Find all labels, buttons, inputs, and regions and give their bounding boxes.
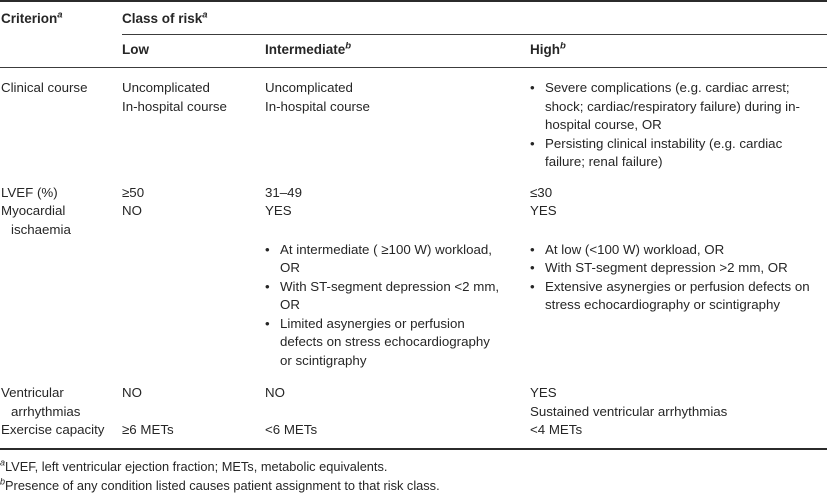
criterion-label: Clinical course: [1, 80, 88, 95]
header-row-columns: [0, 35, 827, 68]
bullet-item: [530, 79, 825, 135]
bullet-icon: •: [530, 241, 535, 257]
criterion-label: arrhythmias: [11, 403, 81, 419]
cell-text: Sustained ventricular arrhythmias: [530, 403, 728, 419]
header-spacer: [0, 35, 122, 67]
bullet-text: Severe complications (e.g. cardiac arrest; shock; cardiac/respiratory failure) during in-hospital course, OR: [545, 80, 800, 132]
cell-text: Uncomplicated: [265, 80, 353, 95]
table-row-myocardial-ischaemia: [0, 202, 827, 370]
bullet-text: Limited asynergies or perfusion defects on stress echocardiography or scintigraphy: [280, 315, 490, 368]
cell-text: YES: [530, 203, 557, 218]
column-header-high: [530, 35, 827, 67]
bullet-item: [530, 241, 825, 260]
cell-exercise-low: [122, 421, 265, 440]
bullet-icon: •: [265, 278, 270, 294]
footnote-text: LVEF, left ventricular ejection fraction; METs, metabolic equivalents.: [5, 458, 388, 474]
bullet-item: [265, 315, 502, 371]
cell-myocardial-intermediate: [265, 202, 530, 370]
header-class-of-risk-label: Class of risk: [122, 11, 203, 26]
bullet-text: At low (<100 W) workload, OR: [545, 241, 725, 257]
bullet-item: [530, 278, 825, 315]
criterion-label: Myocardial: [1, 203, 66, 218]
bullet-list: [265, 241, 502, 371]
bullet-item: [530, 135, 825, 172]
cell-myocardial-high: [530, 202, 827, 370]
bullet-text: With ST-segment depression >2 mm, OR: [545, 260, 788, 275]
cell-clinical-course-intermediate: [265, 79, 530, 172]
cell-text: YES: [530, 385, 557, 400]
cell-lvef-high: [530, 184, 827, 203]
column-header-high-footnote-marker: b: [560, 40, 566, 52]
footnote-b: [0, 476, 827, 496]
cell-ventricular-intermediate: [265, 384, 530, 421]
bullet-icon: •: [265, 315, 270, 331]
criterion-clinical-course: [0, 79, 122, 172]
cell-text: NO: [122, 385, 142, 400]
bullet-icon: •: [530, 278, 535, 294]
criterion-label: Ventricular: [1, 385, 64, 400]
bullet-icon: •: [530, 80, 535, 95]
footnote-text: Presence of any condition listed causes patient assignment to that risk class.: [5, 478, 440, 493]
footnote-a: [0, 457, 827, 477]
column-header-low-label: Low: [122, 42, 149, 57]
cell-text: NO: [265, 385, 285, 400]
bullet-list: [530, 79, 825, 172]
cell-myocardial-low: [122, 202, 265, 370]
cell-lvef-intermediate: [265, 184, 530, 203]
bullet-list: [530, 241, 825, 315]
criterion-myocardial-ischaemia: [0, 202, 122, 370]
header-criterion: [0, 2, 122, 35]
table-row-lvef: [0, 184, 827, 203]
cell-text: ≤30: [530, 184, 553, 200]
cell-text: In-hospital course: [265, 98, 370, 114]
table-row-clinical-course: [0, 79, 827, 172]
cell-clinical-course-high: [530, 79, 827, 172]
bullet-text: At intermediate ( ≥100 W) workload, OR: [280, 241, 493, 275]
cell-lvef-low: [122, 184, 265, 203]
table-row-exercise-capacity: [0, 421, 827, 448]
cell-ventricular-low: [122, 384, 265, 421]
bullet-icon: •: [530, 260, 535, 275]
header-criterion-footnote-marker: a: [57, 9, 63, 21]
criterion-ventricular-arrhythmias: [0, 384, 122, 421]
cell-text: 31–49: [265, 184, 302, 200]
cell-text: ≥6 METs: [122, 422, 174, 437]
cell-text: <4 METs: [530, 422, 583, 437]
cell-clinical-course-low: [122, 79, 265, 172]
cell-text: Uncomplicated: [122, 80, 210, 95]
bullet-text: With ST-segment depression <2 mm, OR: [280, 278, 500, 312]
bullet-item: [530, 259, 825, 278]
cell-exercise-high: [530, 421, 827, 440]
footnote-marker: a: [0, 457, 6, 468]
column-header-intermediate-label: Intermediate: [265, 42, 346, 57]
bullet-item: [265, 278, 502, 315]
cell-text: NO: [122, 203, 142, 218]
cell-text: <6 METs: [265, 422, 318, 437]
bullet-icon: •: [265, 241, 270, 257]
criterion-label: LVEF (%): [1, 184, 58, 200]
bullet-text: Extensive asynergies or perfusion defects on stress echocardiography or scintigraphy: [545, 278, 810, 312]
cell-exercise-intermediate: [265, 421, 530, 440]
table-body: [0, 68, 827, 448]
header-row-group: [0, 2, 827, 35]
header-class-of-risk-footnote-marker: a: [202, 9, 208, 21]
table-footnotes: [0, 450, 827, 496]
bullet-text: Persisting clinical instability (e.g. cardiac failure; renal failure): [545, 135, 783, 169]
header-class-of-risk: [122, 2, 827, 35]
cell-text: ≥50: [122, 184, 145, 200]
cell-ventricular-high: [530, 384, 827, 421]
criterion-label: ischaemia: [11, 221, 71, 237]
criterion-lvef: [0, 184, 122, 203]
column-header-intermediate: [265, 35, 530, 67]
cell-text: In-hospital course: [122, 98, 227, 114]
column-header-low: [122, 35, 265, 67]
bullet-icon: •: [530, 135, 535, 151]
footnote-marker: b: [0, 476, 6, 487]
criterion-exercise-capacity: [0, 421, 122, 440]
criterion-label: Exercise capacity: [1, 422, 105, 437]
table-row-ventricular-arrhythmias: [0, 384, 827, 421]
column-header-intermediate-footnote-marker: b: [345, 40, 352, 52]
bullet-item: [265, 241, 502, 278]
column-header-high-label: High: [530, 42, 560, 57]
header-criterion-label: Criterion: [1, 11, 58, 26]
cell-text: YES: [265, 203, 292, 218]
